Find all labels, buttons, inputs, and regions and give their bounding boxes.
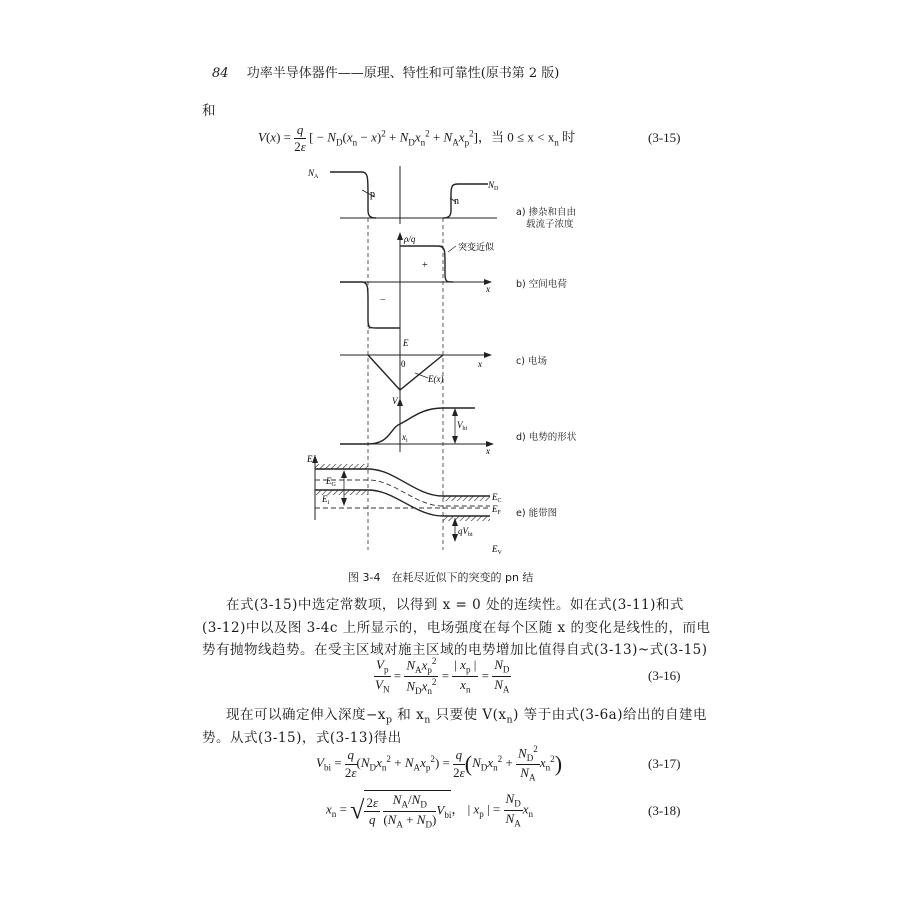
label-x-c: x [478, 359, 482, 369]
panel-b-label: b) 空间电荷 [516, 279, 567, 290]
label-qVbi: $qV_{bi}$ [458, 526, 473, 538]
figure-caption: 图 3-4 在耗尽近似下的突变的 pn 结 [348, 571, 534, 584]
label-plus: + [422, 260, 428, 271]
para2-line1-c: 只要使 V(x [430, 707, 507, 723]
para1-line1: 在式(3-15)中选定常数项，以得到 x = 0 处的连续性。如在式(3-11)和式 [226, 597, 684, 613]
panel-d-label: d) 电势的形状 [516, 432, 577, 443]
book-title: 功率半导体器件——原理、特性和可靠性(原书第 2 版) [246, 66, 560, 81]
panel-c-electric-field [340, 342, 492, 400]
panel-a-doping [330, 166, 497, 224]
label-EG: $E_G$ [326, 476, 336, 488]
depletion-edge-lines [368, 218, 443, 550]
para2-line1-b: 和 x [392, 707, 425, 723]
label-x-d: x [486, 446, 490, 456]
page-number: 84 [212, 66, 229, 81]
page-header [212, 62, 559, 81]
label-minus: − [380, 295, 386, 306]
label-Ei: $E_i$ [322, 494, 330, 506]
label-p: p [370, 189, 375, 200]
para1-line3: 势有抛物线趋势。在受主区域对施主区域的电势增加比值得自式(3-13)~式(3-15) [202, 642, 708, 658]
eq-3-15-condition-end: 时 [558, 129, 576, 145]
label-E-axis: E [403, 338, 409, 348]
label-EC: $E_C$ [492, 492, 502, 504]
equation-3-17: $V_{bi}$ = $\frac{q}{2\varepsilon}$ $(N_Dx_n^2 + N_Ax_p^2)$ = $\frac{q}{2\varepsilon}$ ($N_Dx_n^2$ + $\frac{N_D^2}{N_A}$ $x_n^2$) [316, 744, 563, 783]
equation-number-3-16: (3-16) [648, 668, 681, 683]
label-n: n [454, 196, 459, 207]
equation-number-3-15: (3-15) [648, 130, 681, 145]
label-V: V [392, 396, 398, 406]
panel-c-label: c) 电场 [516, 356, 547, 367]
panel-d-potential [340, 398, 494, 452]
label-xi: $x_i$ [402, 432, 408, 444]
label-EV: $E_V$ [492, 544, 502, 556]
label-EF: $E_F$ [492, 504, 501, 516]
equation-3-18: $x_n$ = √ $\frac{2\varepsilon}{q}$ $\frac{N_A/N_D}{(N_A + N_D)}$ $V_{bi}$， | $x_p$ | = $\frac{N_D}{N_A}$ $x_n$ [326, 791, 534, 830]
label-E-energy: E [307, 454, 313, 464]
para1-line2: (3-12)中以及图 3-4c 上所显示的，电场强度在每个区随 x 的变化是线性的，而电 [202, 620, 711, 636]
label-rho-q: ρ/q [404, 234, 416, 244]
para2-line1: 现在可以确定伸入深度$-x_p$ 和 $x_n$ 只要使 $V(x_n)$ 等于由式(3-6a)给出的自建电 [226, 707, 707, 726]
equation-number-3-18: (3-18) [648, 803, 681, 818]
para2-line1-a: 现在可以确定伸入深度−x [226, 707, 386, 723]
para2-line2: 势。从式(3-15)，式(3-13)得出 [202, 730, 402, 746]
label-Vbi: $V_{bi}$ [457, 420, 468, 432]
label-x-b: x [486, 284, 490, 294]
equation-3-16: $\frac{V_p}{V_N}$ = $\frac{N_Ax_p^2}{N_Dx_n^2}$ = $\frac{| x_p |}{x_n}$ = $\frac{N_D}{N_A}$ [374, 656, 510, 697]
para2-line1-d: ) 等于由式(3-6a)给出的自建电 [513, 707, 707, 723]
label-ND: $N_D$ [488, 180, 499, 192]
equation-3-15: V(x) = $\frac{q}{2\varepsilon}$ [ − $N_D(x_n - x)^2 + N_Dx_n^2 + N_Ax_p^2$]，当 $0 \le x < x_n$ 时 [258, 122, 576, 155]
panel-e-label: e) 能带图 [516, 508, 558, 519]
label-Ex: E(x) [428, 374, 444, 384]
intro-word: 和 [202, 103, 216, 119]
panel-a-label-2: 载流子浓度 [526, 219, 574, 230]
label-NA: $N_A$ [308, 168, 319, 180]
eq-3-15-condition: ，当 0 ≤ x < x [478, 129, 555, 145]
label-zero: 0 [401, 359, 406, 369]
equation-number-3-17: (3-17) [648, 756, 681, 771]
panel-a-label-1: a) 掺杂和自由 [516, 207, 577, 218]
label-abrupt: 突变近似 [458, 242, 495, 252]
